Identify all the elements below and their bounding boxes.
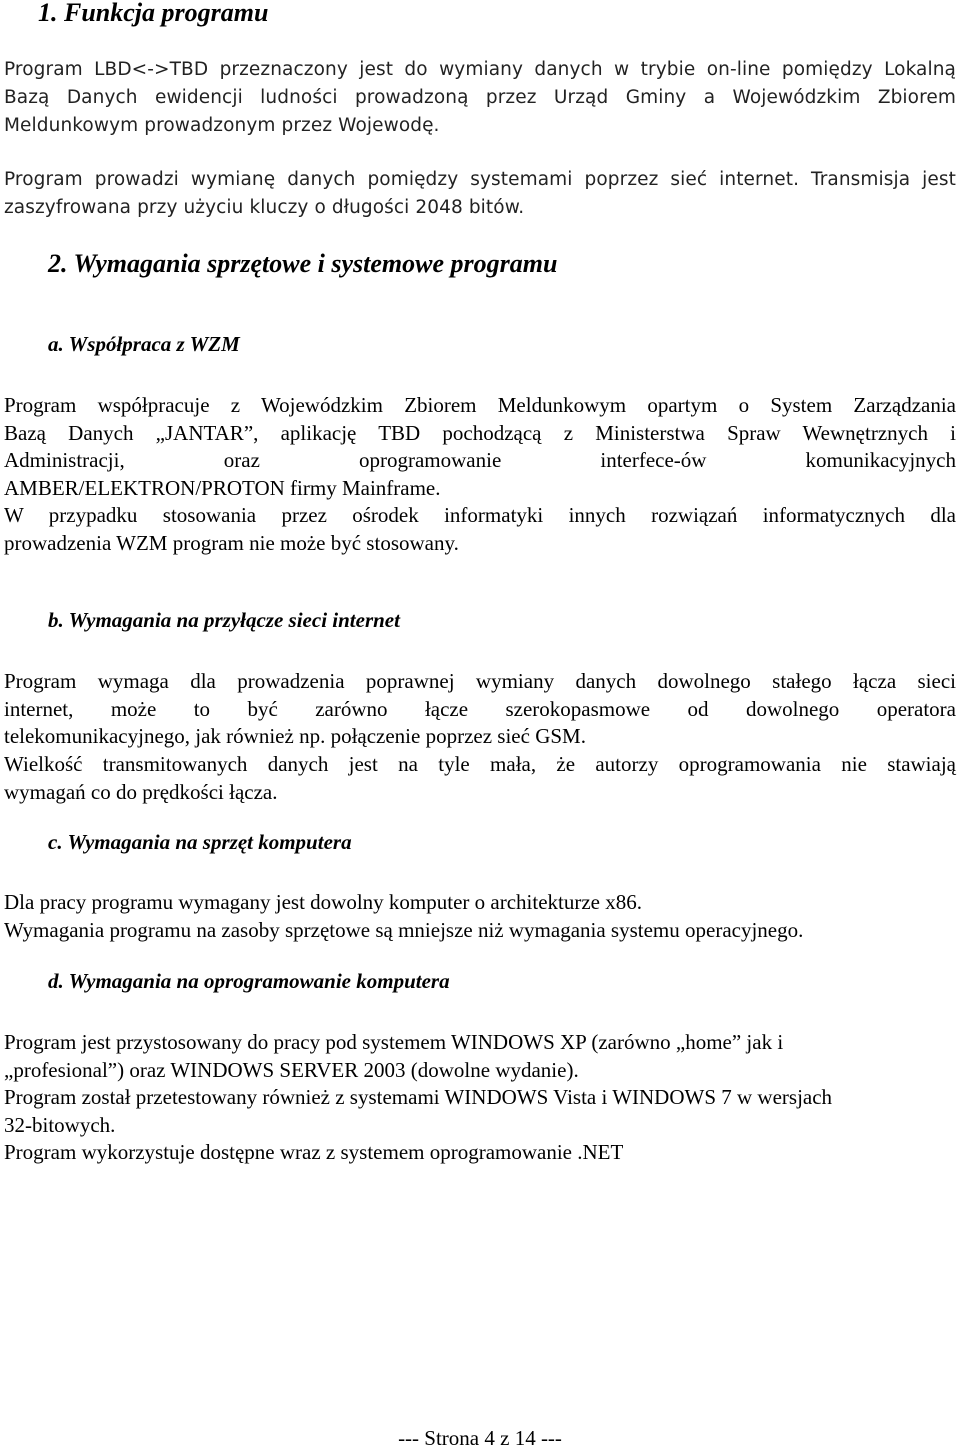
text-line: Program prowadzi wymianę danych pomiędzy systemami poprzez sieć internet. Transmisja jest bbox=[4, 169, 956, 190]
text-line: AMBER/ELEKTRON/PROTON firmy Mainframe. bbox=[4, 475, 441, 500]
subsection-a-paragraph-1 bbox=[4, 392, 956, 502]
text-line: wymagań co do prędkości łącza. bbox=[4, 779, 278, 804]
text-line: Bazą Danych „JANTAR”, aplikację TBD pochodzącą z Ministerstwa Spraw Wewnętrznych i bbox=[4, 420, 956, 445]
text-line: Program współpracuje z Wojewódzkim Zbiorem Meldunkowym opartym o System Zarządzania bbox=[4, 393, 956, 417]
section-1-paragraph-1 bbox=[4, 56, 956, 140]
subsection-b-heading: b. Wymagania na przyłącze sieci internet bbox=[48, 608, 400, 632]
subsection-b-paragraph-2 bbox=[4, 751, 956, 806]
subsection-d-heading: d. Wymagania na oprogramowanie komputera bbox=[48, 969, 450, 993]
text-line: Program LBD<->TBD przeznaczony jest do wymiany danych w trybie on-line pomiędzy Lokalną bbox=[4, 59, 956, 80]
subsection-c-heading: c. Wymagania na sprzęt komputera bbox=[48, 830, 352, 854]
text-line: Program wykorzystuje dostępne wraz z systemem oprogramowanie .NET bbox=[4, 1140, 624, 1164]
text-line: Dla pracy programu wymagany jest dowolny komputer o architekturze x86. bbox=[4, 890, 642, 914]
text-line: zaszyfrowana przy użyciu kluczy o długości 2048 bitów. bbox=[4, 197, 525, 218]
text-line: Wymagania programu na zasoby sprzętowe są mniejsze niż wymagania systemu operacyjnego. bbox=[4, 917, 804, 942]
subsection-b-paragraph-1 bbox=[4, 668, 956, 751]
text-line: Bazą Danych ewidencji ludności prowadzoną przez Urząd Gminy a Wojewódzkim Zbiorem bbox=[4, 87, 956, 108]
text-line: Administracji, oraz oprogramowanie interfece-ów komunikacyjnych bbox=[4, 448, 956, 472]
text-line: 32-bitowych. bbox=[4, 1112, 116, 1137]
text-line: internet, może to być zarówno łącze szerokopasmowe od dowolnego operatora bbox=[4, 696, 956, 721]
subsection-c-paragraph-1 bbox=[4, 889, 956, 944]
text-line: Meldunkowym prowadzonym przez Wojewodę. bbox=[4, 115, 440, 136]
text-line: prowadzenia WZM program nie może być stosowany. bbox=[4, 530, 459, 555]
subsection-d-paragraph-1 bbox=[4, 1029, 956, 1167]
subsection-a-paragraph-2 bbox=[4, 502, 956, 557]
section-1-paragraph-2 bbox=[4, 166, 956, 222]
text-line: Program został przetestowany również z systemami WINDOWS Vista i WINDOWS 7 w wersjach bbox=[4, 1085, 833, 1109]
section-2-heading: 2. Wymagania sprzętowe i systemowe programu bbox=[48, 249, 558, 278]
text-line: W przypadku stosowania przez ośrodek informatyki innych rozwiązań informatycznych dla bbox=[4, 503, 956, 527]
section-1-heading: 1. Funkcja programu bbox=[38, 0, 269, 27]
document-page bbox=[4, 0, 956, 1448]
page-number-footer: --- Strona 4 z 14 --- bbox=[398, 1426, 562, 1450]
subsection-a-heading: a. Współpraca z WZM bbox=[48, 332, 240, 356]
text-line: Wielkość transmitowanych danych jest na tyle mała, że autorzy oprogramowania nie stawiają bbox=[4, 752, 956, 776]
text-line: telekomunikacyjnego, jak również np. połączenie poprzez sieć GSM. bbox=[4, 724, 586, 748]
text-line: „profesional”) oraz WINDOWS SERVER 2003 (dowolne wydanie). bbox=[4, 1057, 579, 1082]
text-line: Program wymaga dla prowadzenia poprawnej wymiany danych dowolnego stałego łącza sieci bbox=[4, 669, 956, 693]
text-line: Program jest przystosowany do pracy pod systemem WINDOWS XP (zarówno „home” jak i bbox=[4, 1030, 784, 1054]
